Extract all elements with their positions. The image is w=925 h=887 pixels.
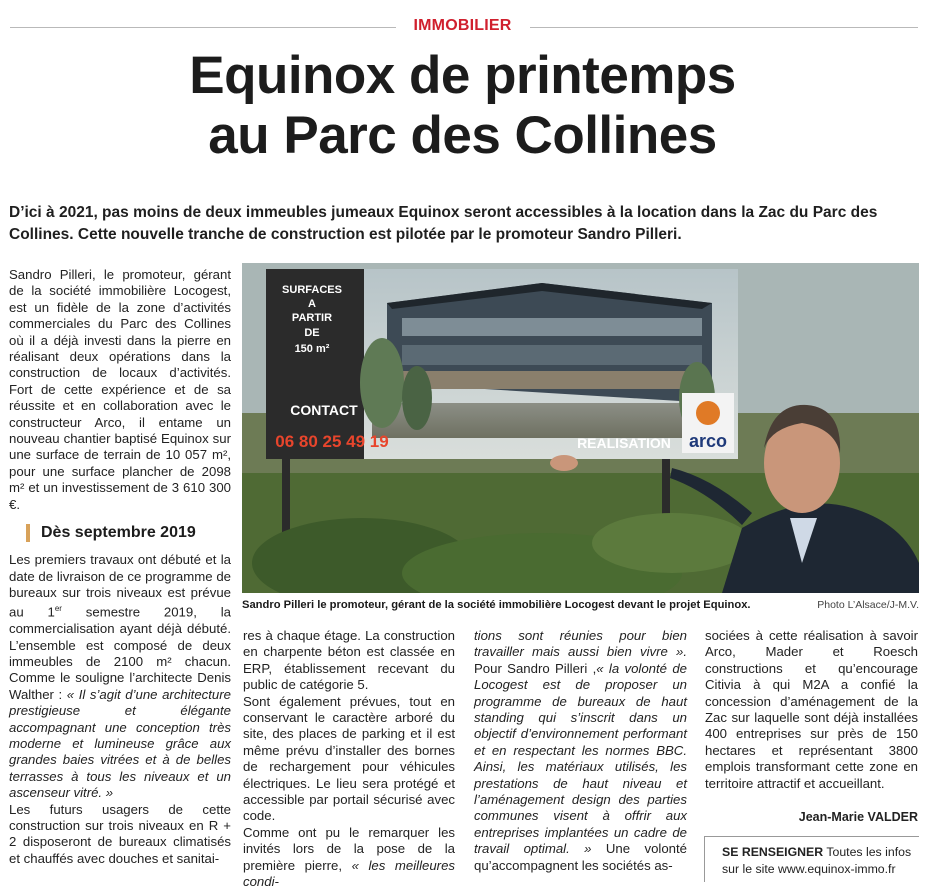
article-photo xyxy=(242,263,919,593)
article-headline xyxy=(0,46,925,166)
section-rubric: IMMOBILIER xyxy=(413,17,512,34)
arco-hand-icon xyxy=(696,401,720,425)
col1-paragraph-2: Les premiers travaux ont débuté et la date de livraison de ce programme de bureaux sur trois niveaux est prévue au 1er semestre 2019, la commercialisation ayant déjà débuté. L’ensemble est composé de deux immeubles de 2100 m² chacun. Comme le souligne l’architecte Denis Walther : « Il s’agit d’une architecture prestigieuse et élégante accompagnant une conception très moderne et lumineuse grâce aux grandes baies vitrées et à de belles terrasses à tous les niveaux et un ascenseur vitré. » xyxy=(9,552,231,801)
info-box xyxy=(704,836,919,882)
col1-paragraph-3: Les futurs usagers de cette construction sur trois niveaux en R + 2 disposeront de bureaux climatisés et chauffés avec douches et sanitai- xyxy=(9,801,231,866)
column-2 xyxy=(243,628,455,887)
photo-sign-line-5: 150 m² xyxy=(294,343,330,355)
photo-illustration xyxy=(242,263,919,593)
column-1 xyxy=(9,267,231,867)
col4-paragraph: sociées à cette réalisation à savoir Arco, Mader et Roesch constructions et qu’encourage Citivia à qui M2A a confié la concession d’aménagement de la Zac sur laquelle sont déjà installées 400 entreprises sur près de 150 hectares et représentant 3800 emplois transformant cette zone en territoire attractif et accueillant. xyxy=(705,628,918,791)
photo-caption xyxy=(242,598,919,616)
col1-paragraph-1: Sandro Pilleri, le promoteur, gérant de la société immobilière Locogest, est un fidèle de la zone d’activités commerciales du Parc des Collines où il a déjà investi dans la pierre en réalisant deux opérations dans la construction de locaux d’activités. Fort de cette expérience et de sa réussite et en collaboration avec le constructeur Arco, il entame un nouveau chantier baptisé Equinox sur une surface de terrain de 10 057 m², pour une surface plancher de 2098 m² et un investissement de 3 610 300 €. xyxy=(9,267,231,512)
info-label: SE RENSEIGNER xyxy=(722,845,824,859)
photo-sign-realisation: REALISATION xyxy=(577,435,671,451)
column-4 xyxy=(705,628,918,792)
photo-sign-line-4: DE xyxy=(304,327,320,339)
author-signature: Jean-Marie VALDER xyxy=(798,810,918,824)
photo-sign-phone: 06 80 25 49 19 xyxy=(275,432,389,451)
photo-caption-text: Sandro Pilleri le promoteur, gérant de la société immobilière Locogest devant le projet Equinox. xyxy=(242,599,751,611)
photo-credit: Photo L’Alsace/J-M.V. xyxy=(817,599,919,611)
photo-sign-line-2: A xyxy=(308,298,316,310)
subheading xyxy=(9,524,231,542)
photo-sign-contact: CONTACT xyxy=(290,402,358,418)
col3-paragraph: tions sont réunies pour bien travailler mais aussi bien vivre ». Pour Sandro Pilleri ,« la volonté de Locogest est de proposer un programme de bureaux de haut standing qui s’inscrit dans un objectif d’environnement performant et en respectant les normes BBC. Ainsi, les matériaux utilisés, les prestations de haut niveau et l’aménagement design des parties communes visent à offrir aux entreprises implantées un cadre de travail optimal. » Une volonté qu’accompagnent les sociétés as- xyxy=(474,628,687,873)
info-text[interactable]: Toutes les infos sur le site www.equinox-immo.fr xyxy=(722,845,912,876)
photo-sign-brand: arco xyxy=(688,431,728,451)
photo-sign-line-3: PARTIR xyxy=(291,312,333,324)
photo-sign-line-1: SURFACES xyxy=(282,284,342,296)
subheading-text: Dès septembre 2019 xyxy=(41,523,196,541)
col2-paragraph-3: Comme ont pu le remarquer les invités lors de la pose de la première pierre, « les meilleures condi- xyxy=(243,824,455,887)
subheading-bar xyxy=(26,524,30,542)
column-3 xyxy=(474,628,687,874)
article-lead: D’ici à 2021, pas moins de deux immeubles jumeaux Equinox seront accessibles à la location dans la Zac du Parc des Collines. Cette nouvelle tranche de construction est pilotée par le promoteur Sandro Pilleri. xyxy=(9,204,878,243)
building-rendering xyxy=(360,283,715,438)
col2-paragraph-1: res à chaque étage. La construction en charpente béton est classée en ERP, établissement recevant du public de catégorie 5. xyxy=(243,628,455,693)
headline-line-2: au Parc des Collines xyxy=(208,106,717,165)
headline-line-1: Equinox de printemps xyxy=(189,46,736,105)
col2-paragraph-2: Sont également prévues, tout en conservant le caractère arboré du site, des places de parking et il est même prévu d’installer des bornes de rechargement pour véhicules électriques. Le lieu sera protégé et accessible par portail sécurisé avec code. xyxy=(243,693,455,824)
